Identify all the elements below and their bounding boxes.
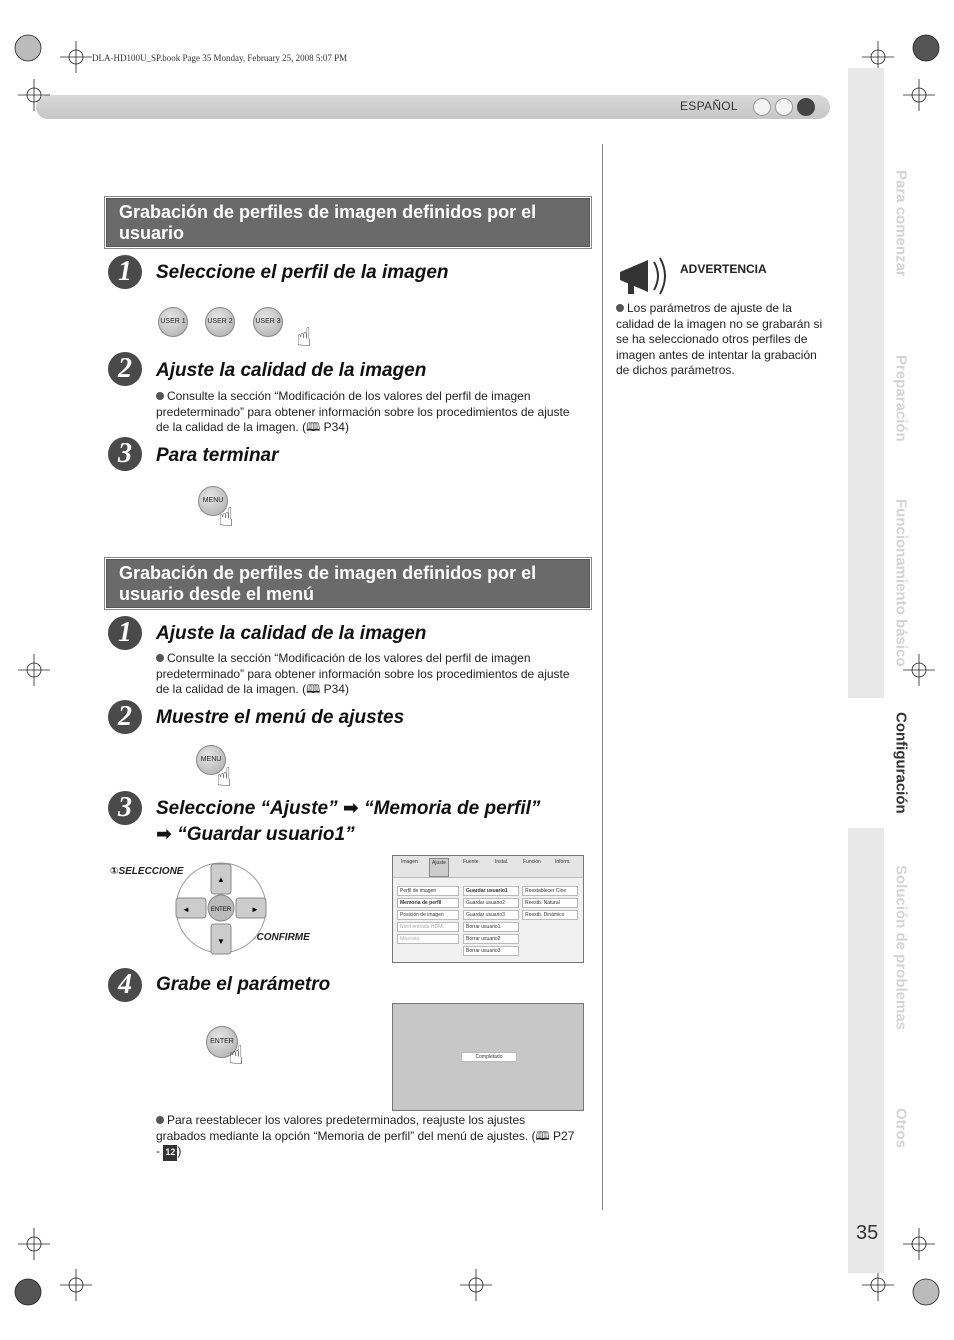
tab-configuracion[interactable]: Configuración	[848, 698, 954, 828]
book-icon: 🕮	[306, 682, 324, 696]
menu-button[interactable]: MENU	[196, 745, 226, 775]
step-number: 3	[108, 791, 142, 825]
step-title: Para terminar	[156, 445, 279, 466]
bullet-icon	[156, 392, 164, 400]
chapter-badge: 12	[163, 1145, 177, 1161]
section1-title: Grabación de perfiles de imagen definidos por el usuario	[106, 198, 590, 247]
menu-button[interactable]: MENU	[198, 486, 228, 516]
step-number: 2	[108, 352, 142, 386]
step-title: Seleccione el perfil de la imagen	[156, 262, 449, 283]
file-header: DLA-HD100U_SP.book Page 35 Monday, February 25, 2008 5:07 PM	[92, 53, 348, 63]
osd-item-disabled: Nivel entrada HDMI	[397, 922, 459, 932]
column-divider	[602, 144, 603, 1210]
book-icon: 🕮	[306, 420, 324, 434]
osd-item[interactable]: Guardar usuario2	[463, 898, 519, 908]
page-number: 35	[856, 1222, 879, 1244]
user2-button[interactable]: USER 2	[205, 307, 235, 337]
warning-text: Los parámetros de ajuste de la calidad de la imagen no se grabarán si se ha seleccionado otros perfiles de imagen antes de intentar la grabación de dichos parámetros.	[616, 301, 823, 377]
hand-press-icon: ☝	[296, 322, 312, 352]
section2-title: Grabación de perfiles de imagen definidos por el usuario desde el menú	[106, 559, 590, 608]
select-label: ①SELECCIONE	[110, 866, 184, 877]
osd-item[interactable]: Borrar usuario1	[463, 922, 519, 932]
osd-tab[interactable]: Instal.	[495, 859, 509, 865]
dpad-icon[interactable]	[172, 858, 272, 958]
step-title: Muestre el menú de ajustes	[156, 707, 405, 728]
confirm-label: CONFIRME	[256, 932, 310, 943]
user1-button[interactable]: USER 1	[158, 307, 188, 337]
step-title: Ajuste la calidad de la imagen	[156, 360, 427, 381]
warning-label: ADVERTENCIA	[680, 262, 767, 276]
osd-item[interactable]: Reestb. Dinámico	[522, 910, 578, 920]
step-number: 4	[108, 968, 142, 1002]
enter-button[interactable]: ENTER	[206, 1026, 238, 1058]
osd-tab[interactable]: Inform.	[555, 859, 571, 865]
step-number: 1	[108, 616, 142, 650]
tab-otros[interactable]: Otros	[892, 1107, 910, 1148]
step-number: 3	[108, 437, 142, 471]
osd-tab[interactable]: Función	[523, 859, 541, 865]
osd-menu-screen	[392, 855, 584, 963]
tab-solucion-de-problemas[interactable]: Solución de problemas	[892, 865, 910, 1031]
step-number: 1	[108, 255, 142, 289]
osd-item[interactable]: Guardar usuario3	[463, 910, 519, 920]
user3-button[interactable]: USER 3	[253, 307, 283, 337]
step-note: Consulte la sección “Modificación de los valores del perfil de imagen predeterminado” para obtener información sobre los procedimientos de ajuste de la calidad de la imagen. (🕮 P34)	[156, 651, 570, 696]
osd-item-selected[interactable]: Memoria de perfil	[397, 898, 459, 908]
tab-para-comenzar[interactable]: Para comenzar	[892, 169, 910, 277]
step-title: ➡ “Guardar usuario1”	[156, 824, 355, 845]
book-icon: 🕮	[535, 1128, 554, 1143]
completed-message: Completado	[461, 1052, 517, 1062]
step-number: 2	[108, 700, 142, 734]
step-title: Grabe el parámetro	[156, 974, 331, 995]
language-label: ESPAÑOL	[680, 99, 738, 113]
bullet-icon	[616, 304, 624, 312]
svg-text:►: ►	[251, 905, 259, 914]
osd-tab[interactable]: Fuente	[463, 859, 479, 865]
osd-item[interactable]: Reestablecer Cine	[522, 886, 578, 896]
osd-item-selected[interactable]: Guardar usuario1	[463, 886, 519, 896]
bullet-icon	[156, 1116, 164, 1124]
completed-screen	[392, 1003, 584, 1111]
osd-item[interactable]: Perfil de imagen	[397, 886, 459, 896]
svg-text:▲: ▲	[217, 875, 225, 884]
osd-tab[interactable]: Imagen	[401, 859, 418, 865]
step-title: Ajuste la calidad de la imagen	[156, 623, 427, 644]
hand-press-icon: ☝	[218, 502, 234, 532]
step-note: Consulte la sección “Modificación de los valores del perfil de imagen predeterminado” para obtener información sobre los procedimientos de ajuste de la calidad de la imagen. (🕮 P34)	[156, 389, 570, 434]
chapter-tabs	[848, 68, 954, 1273]
tab-funcionamiento-basico[interactable]: Funcionamiento básico	[892, 499, 910, 667]
megaphone-icon	[614, 252, 676, 298]
osd-item-disabled: Máscara	[397, 934, 459, 944]
tab-preparacion[interactable]: Preparación	[892, 354, 910, 442]
step-title: Seleccione “Ajuste” ➡ “Memoria de perfil”	[156, 798, 541, 819]
svg-text:▼: ▼	[217, 937, 225, 946]
osd-tab-active[interactable]: Ajuste	[429, 858, 449, 877]
bullet-icon	[156, 654, 164, 662]
osd-item[interactable]: Reestb. Natural	[522, 898, 578, 908]
hand-press-icon: ☝	[228, 1040, 244, 1070]
svg-text:ENTER: ENTER	[210, 907, 232, 913]
hand-press-icon: ☝	[216, 762, 232, 792]
osd-item[interactable]: Borrar usuario3	[463, 946, 519, 956]
final-note: Para reestablecer los valores predeterminados, reajuste los ajustes grabados mediante la opción “Memoria de perfil” del menú de ajustes. (🕮 P27 - 12 )	[156, 1113, 576, 1161]
osd-item[interactable]: Posición de imagen	[397, 910, 459, 920]
osd-item[interactable]: Borrar usuario2	[463, 934, 519, 944]
svg-text:◄: ◄	[182, 905, 190, 914]
